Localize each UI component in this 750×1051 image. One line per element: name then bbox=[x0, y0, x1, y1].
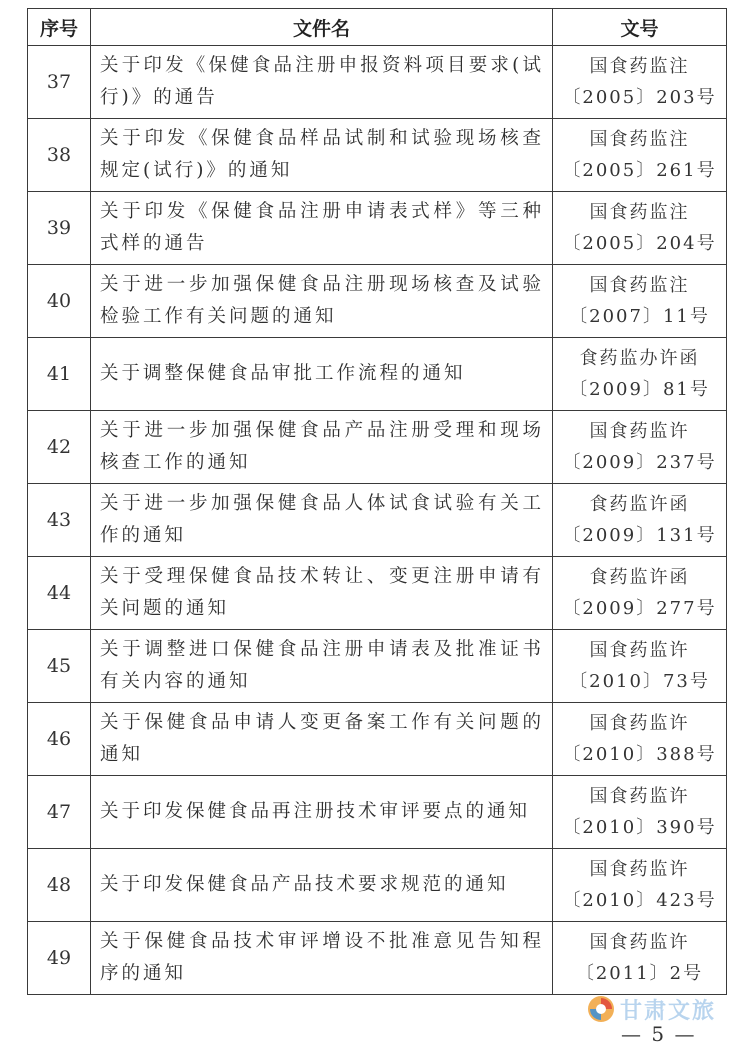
document-title-cell: 关于印发《保健食品样品试制和试验现场核查规定(试行)》的通知 bbox=[91, 119, 553, 192]
document-title-cell: 关于印发《保健食品注册申报资料项目要求(试行)》的通告 bbox=[91, 46, 553, 119]
table-row bbox=[28, 922, 727, 995]
page-number: — 5 — bbox=[621, 1022, 697, 1046]
watermark-text: 甘肃文旅 bbox=[620, 998, 717, 1024]
document-number-cell bbox=[553, 484, 727, 557]
table-row bbox=[28, 849, 727, 922]
year-and-sequence: 〔2011〕2号 bbox=[575, 963, 704, 984]
year-and-sequence: 〔2007〕11号 bbox=[569, 306, 710, 327]
document-title-cell: 关于印发保健食品再注册技术审评要点的通知 bbox=[91, 776, 553, 849]
document-number-cell bbox=[553, 849, 727, 922]
issuing-authority-code: 国食药监许 bbox=[589, 786, 690, 807]
regulation-document-table bbox=[27, 8, 727, 995]
serial-number-cell: 49 bbox=[28, 922, 91, 995]
document-number-cell bbox=[553, 411, 727, 484]
table-row bbox=[28, 703, 727, 776]
serial-number-cell: 47 bbox=[28, 776, 91, 849]
issuing-authority-code: 国食药监注 bbox=[589, 129, 690, 150]
serial-number-cell: 41 bbox=[28, 338, 91, 411]
document-title-cell: 关于进一步加强保健食品产品注册受理和现场核查工作的通知 bbox=[91, 411, 553, 484]
document-number-cell bbox=[553, 338, 727, 411]
table-row bbox=[28, 338, 727, 411]
document-title-cell: 关于进一步加强保健食品人体试食试验有关工作的通知 bbox=[91, 484, 553, 557]
table-row bbox=[28, 119, 727, 192]
document-number-cell bbox=[553, 265, 727, 338]
column-header-document-number: 文号 bbox=[553, 9, 727, 46]
document-title-cell: 关于印发保健食品产品技术要求规范的通知 bbox=[91, 849, 553, 922]
year-and-sequence: 〔2010〕390号 bbox=[562, 817, 717, 838]
year-and-sequence: 〔2009〕81号 bbox=[569, 379, 710, 400]
year-and-sequence: 〔2010〕73号 bbox=[569, 671, 710, 692]
table-row bbox=[28, 630, 727, 703]
issuing-authority-code: 国食药监注 bbox=[589, 202, 690, 223]
issuing-authority-code: 食药监许函 bbox=[589, 494, 690, 515]
document-title-cell: 关于调整保健食品审批工作流程的通知 bbox=[91, 338, 553, 411]
serial-number-cell: 37 bbox=[28, 46, 91, 119]
issuing-authority-code: 国食药监许 bbox=[589, 640, 690, 661]
year-and-sequence: 〔2009〕277号 bbox=[562, 598, 717, 619]
issuing-authority-code: 国食药监许 bbox=[589, 421, 690, 442]
issuing-authority-code: 国食药监许 bbox=[589, 932, 690, 953]
table-row bbox=[28, 46, 727, 119]
document-title-cell: 关于调整进口保健食品注册申请表及批准证书有关内容的通知 bbox=[91, 630, 553, 703]
issuing-authority-code: 国食药监注 bbox=[589, 56, 690, 77]
watermark bbox=[586, 992, 716, 1026]
year-and-sequence: 〔2010〕423号 bbox=[562, 890, 717, 911]
table-row bbox=[28, 411, 727, 484]
year-and-sequence: 〔2005〕261号 bbox=[562, 160, 717, 181]
watermark-logo-icon bbox=[586, 994, 616, 1024]
document-title-cell: 关于保健食品申请人变更备案工作有关问题的通知 bbox=[91, 703, 553, 776]
document-number-cell bbox=[553, 703, 727, 776]
serial-number-cell: 44 bbox=[28, 557, 91, 630]
table-row bbox=[28, 265, 727, 338]
serial-number-cell: 48 bbox=[28, 849, 91, 922]
serial-number-cell: 42 bbox=[28, 411, 91, 484]
document-title-cell: 关于印发《保健食品注册申请表式样》等三种式样的通告 bbox=[91, 192, 553, 265]
year-and-sequence: 〔2010〕388号 bbox=[562, 744, 717, 765]
document-number-cell bbox=[553, 922, 727, 995]
document-title-cell: 关于保健食品技术审评增设不批准意见告知程序的通知 bbox=[91, 922, 553, 995]
table-row bbox=[28, 776, 727, 849]
issuing-authority-code: 食药监办许函 bbox=[579, 348, 700, 369]
serial-number-cell: 43 bbox=[28, 484, 91, 557]
serial-number-cell: 40 bbox=[28, 265, 91, 338]
table-row bbox=[28, 484, 727, 557]
table-header-row bbox=[28, 9, 727, 46]
year-and-sequence: 〔2009〕237号 bbox=[562, 452, 717, 473]
table-row bbox=[28, 192, 727, 265]
year-and-sequence: 〔2005〕204号 bbox=[562, 233, 717, 254]
document-number-cell bbox=[553, 119, 727, 192]
document-title-cell: 关于受理保健食品技术转让、变更注册申请有关问题的通知 bbox=[91, 557, 553, 630]
document-number-cell bbox=[553, 557, 727, 630]
issuing-authority-code: 食药监许函 bbox=[589, 567, 690, 588]
table-row bbox=[28, 557, 727, 630]
document-number-cell bbox=[553, 630, 727, 703]
serial-number-cell: 45 bbox=[28, 630, 91, 703]
document-number-cell bbox=[553, 192, 727, 265]
issuing-authority-code: 国食药监许 bbox=[589, 859, 690, 880]
serial-number-cell: 46 bbox=[28, 703, 91, 776]
column-header-serial-number: 序号 bbox=[28, 9, 91, 46]
document-title-cell: 关于进一步加强保健食品注册现场核查及试验检验工作有关问题的通知 bbox=[91, 265, 553, 338]
column-header-document-title: 文件名 bbox=[91, 9, 553, 46]
document-number-cell bbox=[553, 46, 727, 119]
year-and-sequence: 〔2009〕131号 bbox=[562, 525, 717, 546]
document-number-cell bbox=[553, 776, 727, 849]
issuing-authority-code: 国食药监许 bbox=[589, 713, 690, 734]
serial-number-cell: 39 bbox=[28, 192, 91, 265]
issuing-authority-code: 国食药监注 bbox=[589, 275, 690, 296]
year-and-sequence: 〔2005〕203号 bbox=[562, 87, 717, 108]
serial-number-cell: 38 bbox=[28, 119, 91, 192]
